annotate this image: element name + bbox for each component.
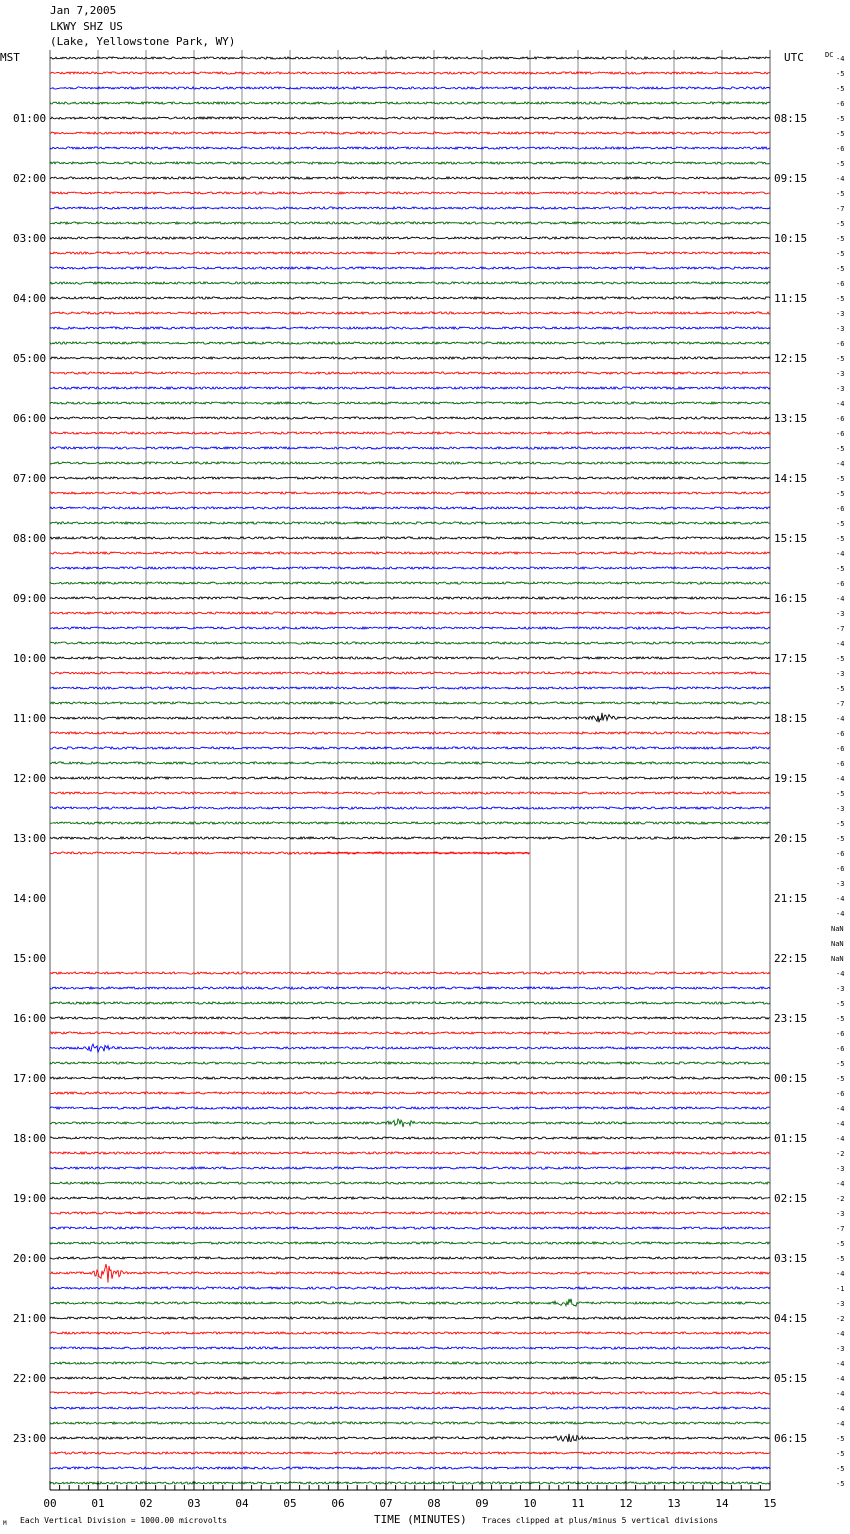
- row-offset-label: -2: [836, 1195, 845, 1203]
- trace-row: [50, 1347, 770, 1349]
- trace-row: [50, 1392, 770, 1394]
- trace-row: [50, 57, 770, 59]
- division-note: Each Vertical Division = 1000.00 microvolts: [20, 1516, 228, 1525]
- row-offset-label: -7: [836, 625, 845, 633]
- offset-header: DC: [825, 51, 834, 59]
- trace-row: [50, 702, 770, 704]
- row-offset-label: -6: [836, 745, 845, 753]
- trace-row: [50, 987, 770, 989]
- row-offset-label: -5: [836, 1450, 845, 1458]
- mst-hour-label: 08:00: [13, 532, 47, 545]
- row-offset-label: -5: [836, 1240, 845, 1248]
- mst-hour-label: 04:00: [13, 292, 47, 305]
- row-offset-label: -4: [836, 1360, 845, 1368]
- trace-row: [50, 1032, 770, 1034]
- trace-row: [50, 1257, 770, 1259]
- row-offset-label: -4: [836, 1420, 845, 1428]
- trace-row: [50, 477, 770, 479]
- utc-hour-label: 12:15: [774, 352, 808, 365]
- utc-hour-label: 13:15: [774, 412, 808, 425]
- mst-hour-label: 12:00: [13, 772, 47, 785]
- row-offset-label: -1: [836, 1285, 845, 1293]
- utc-hour-label: 16:15: [774, 592, 808, 605]
- row-offset-label: -6: [836, 730, 845, 738]
- trace-row: [50, 132, 770, 134]
- trace-row: [50, 267, 770, 269]
- row-offset-label: -4: [836, 910, 845, 918]
- x-tick-label: 13: [667, 1497, 681, 1510]
- row-offset-label: -5: [836, 790, 845, 798]
- x-tick-label: 14: [715, 1497, 729, 1510]
- row-offset-label: -5: [836, 535, 845, 543]
- mst-hour-label: 11:00: [13, 712, 47, 725]
- trace-row: [50, 972, 770, 974]
- trace-row: [50, 713, 770, 723]
- trace-row: [50, 1332, 770, 1334]
- row-offset-label: -4: [836, 1405, 845, 1413]
- corner-mark: M: [3, 1520, 7, 1527]
- utc-hour-label: 23:15: [774, 1012, 808, 1025]
- row-offset-label: -3: [836, 310, 845, 318]
- trace-row: [50, 1197, 770, 1199]
- x-tick-label: 05: [283, 1497, 297, 1510]
- row-offset-label: -3: [836, 325, 845, 333]
- row-offset-label: -4: [836, 1180, 845, 1188]
- trace-row: [50, 1212, 770, 1214]
- trace-row: [50, 1227, 770, 1229]
- row-offset-label: -2: [836, 1150, 845, 1158]
- mst-hour-label: 22:00: [13, 1372, 47, 1385]
- row-offset-label: -7: [836, 700, 845, 708]
- trace-row: [50, 342, 770, 344]
- row-offset-label: -7: [836, 1225, 845, 1233]
- row-offset-label: NaN: [831, 955, 844, 963]
- x-tick-label: 00: [43, 1497, 57, 1510]
- trace-row: [50, 432, 770, 434]
- x-tick-label: 07: [379, 1497, 393, 1510]
- row-offset-label: -5: [836, 520, 845, 528]
- utc-hour-label: 00:15: [774, 1072, 808, 1085]
- trace-row: [50, 657, 770, 659]
- trace-row: [50, 102, 770, 104]
- x-tick-label: 15: [763, 1497, 777, 1510]
- trace-row: [50, 837, 770, 839]
- trace-row: [50, 492, 770, 494]
- mst-hour-label: 07:00: [13, 472, 47, 485]
- row-offset-label: -4: [836, 1105, 845, 1113]
- trace-row: [50, 147, 770, 149]
- utc-hour-label: 22:15: [774, 952, 808, 965]
- utc-hour-label: 14:15: [774, 472, 808, 485]
- trace-row: [50, 222, 770, 224]
- mst-hour-label: 16:00: [13, 1012, 47, 1025]
- trace-row: [50, 792, 770, 794]
- trace-row: [50, 1264, 770, 1283]
- trace-row: [50, 1107, 770, 1109]
- x-tick-label: 02: [139, 1497, 153, 1510]
- trace-row: [50, 627, 770, 629]
- trace-row: [50, 747, 770, 749]
- trace-row: [50, 1077, 770, 1079]
- mst-hour-labels: [13, 112, 46, 1445]
- row-offset-label: -6: [836, 580, 845, 588]
- row-offset-label: -5: [836, 490, 845, 498]
- trace-row: [50, 402, 770, 404]
- row-offset-label: -5: [836, 655, 845, 663]
- mst-hour-label: 06:00: [13, 412, 47, 425]
- row-offset-label: -5: [836, 250, 845, 258]
- trace-row: [50, 117, 770, 119]
- trace-row: [50, 537, 770, 539]
- mst-hour-label: 03:00: [13, 232, 47, 245]
- row-offset-label: -3: [836, 1165, 845, 1173]
- row-offset-label: -5: [836, 220, 845, 228]
- row-offset-label: -4: [836, 1330, 845, 1338]
- trace-row: [50, 1287, 770, 1289]
- mst-hour-label: 19:00: [13, 1192, 47, 1205]
- row-offset-label: -5: [836, 70, 845, 78]
- mst-hour-label: 05:00: [13, 352, 47, 365]
- row-offset-label: -5: [836, 1480, 845, 1488]
- trace-row: [50, 672, 770, 674]
- trace-row: [50, 1434, 770, 1442]
- utc-hour-label: 04:15: [774, 1312, 808, 1325]
- trace-row: [50, 612, 770, 614]
- trace-row: [50, 297, 770, 299]
- trace-row: [50, 207, 770, 209]
- station-code: LKWY SHZ US: [50, 20, 123, 33]
- row-offset-label: -4: [836, 1375, 845, 1383]
- mst-hour-label: 23:00: [13, 1432, 47, 1445]
- utc-hour-label: 09:15: [774, 172, 808, 185]
- trace-row: [50, 1092, 770, 1094]
- trace-row: [50, 1377, 770, 1379]
- record-date: Jan 7,2005: [50, 4, 117, 17]
- row-offset-label: -6: [836, 505, 845, 513]
- row-offset-label: -5: [836, 130, 845, 138]
- trace-rows: [50, 57, 770, 1484]
- row-offset-label: -5: [836, 85, 845, 93]
- x-tick-label: 06: [331, 1497, 345, 1510]
- trace-row: [50, 522, 770, 524]
- utc-hour-labels: [774, 112, 807, 1445]
- mst-hour-label: 17:00: [13, 1072, 47, 1085]
- row-offset-label: -5: [836, 1465, 845, 1473]
- row-offset-labels: [831, 55, 844, 1488]
- trace-row: [50, 687, 770, 689]
- row-offset-label: -6: [836, 760, 845, 768]
- row-offset-label: -4: [836, 895, 845, 903]
- mst-hour-label: 21:00: [13, 1312, 47, 1325]
- trace-row: [50, 447, 770, 449]
- row-offset-label: -5: [836, 565, 845, 573]
- row-offset-label: -6: [836, 340, 845, 348]
- x-tick-label: 03: [187, 1497, 201, 1510]
- mst-hour-label: 20:00: [13, 1252, 47, 1265]
- row-offset-label: -5: [836, 1000, 845, 1008]
- x-tick-label: 11: [571, 1497, 585, 1510]
- row-offset-label: -6: [836, 1030, 845, 1038]
- trace-row: [50, 1482, 770, 1484]
- row-offset-label: -4: [836, 400, 845, 408]
- trace-row: [50, 312, 770, 314]
- row-offset-label: -3: [836, 370, 845, 378]
- utc-hour-label: 05:15: [774, 1372, 808, 1385]
- row-offset-label: -3: [836, 805, 845, 813]
- trace-row: [50, 1299, 770, 1306]
- trace-row: [50, 1002, 770, 1004]
- utc-hour-label: 11:15: [774, 292, 808, 305]
- trace-row: [50, 387, 770, 389]
- trace-row: [50, 582, 770, 584]
- row-offset-label: -4: [836, 175, 845, 183]
- trace-row: [50, 732, 770, 734]
- row-offset-label: -3: [836, 985, 845, 993]
- row-offset-label: -5: [836, 835, 845, 843]
- mst-hour-label: 09:00: [13, 592, 47, 605]
- row-offset-label: -5: [836, 235, 845, 243]
- row-offset-label: -3: [836, 880, 845, 888]
- row-offset-label: -3: [836, 610, 845, 618]
- row-offset-label: -6: [836, 430, 845, 438]
- row-offset-label: -6: [836, 145, 845, 153]
- left-zone-label: MST: [0, 51, 20, 64]
- trace-row: [50, 1152, 770, 1154]
- row-offset-label: -5: [836, 1075, 845, 1083]
- trace-row: [50, 417, 770, 419]
- trace-row: [50, 1182, 770, 1184]
- x-tick-label: 10: [523, 1497, 537, 1510]
- trace-row: [50, 1422, 770, 1424]
- row-offset-label: -4: [836, 460, 845, 468]
- x-tick-label: 04: [235, 1497, 249, 1510]
- row-offset-label: -5: [836, 1015, 845, 1023]
- row-offset-label: -5: [836, 265, 845, 273]
- row-offset-label: -5: [836, 1435, 845, 1443]
- utc-hour-label: 21:15: [774, 892, 808, 905]
- utc-hour-label: 08:15: [774, 112, 808, 125]
- mst-hour-label: 01:00: [13, 112, 47, 125]
- trace-row: [50, 507, 770, 509]
- trace-row: [50, 642, 770, 644]
- row-offset-label: -4: [836, 595, 845, 603]
- utc-hour-label: 15:15: [774, 532, 808, 545]
- row-offset-label: -4: [836, 550, 845, 558]
- trace-row: [50, 372, 770, 374]
- trace-row: [50, 72, 770, 74]
- trace-row: [50, 1317, 770, 1319]
- row-offset-label: -4: [836, 640, 845, 648]
- trace-row: [50, 1407, 770, 1409]
- trace-row: [50, 1044, 770, 1052]
- trace-row: [50, 177, 770, 179]
- row-offset-label: -3: [836, 385, 845, 393]
- row-offset-label: -4: [836, 970, 845, 978]
- row-offset-label: -6: [836, 865, 845, 873]
- row-offset-label: -6: [836, 850, 845, 858]
- trace-row: [50, 327, 770, 329]
- row-offset-label: NaN: [831, 940, 844, 948]
- row-offset-label: -4: [836, 1270, 845, 1278]
- row-offset-label: -4: [836, 1120, 845, 1128]
- row-offset-label: -5: [836, 685, 845, 693]
- utc-hour-label: 20:15: [774, 832, 808, 845]
- trace-row: [50, 1017, 770, 1019]
- row-offset-label: -5: [836, 1060, 845, 1068]
- x-tick-label: 08: [427, 1497, 441, 1510]
- utc-hour-label: 19:15: [774, 772, 808, 785]
- trace-row: [50, 1362, 770, 1364]
- mst-hour-label: 18:00: [13, 1132, 47, 1145]
- trace-row: [50, 1242, 770, 1244]
- trace-row: [50, 1062, 770, 1064]
- trace-row: [50, 252, 770, 254]
- mst-hour-label: 10:00: [13, 652, 47, 665]
- mst-hour-label: 02:00: [13, 172, 47, 185]
- row-offset-label: -6: [836, 280, 845, 288]
- mst-hour-label: 15:00: [13, 952, 47, 965]
- utc-hour-label: 01:15: [774, 1132, 808, 1145]
- trace-row: [50, 1119, 770, 1127]
- x-tick-label: 09: [475, 1497, 489, 1510]
- row-offset-label: -4: [836, 1390, 845, 1398]
- row-offset-label: -4: [836, 775, 845, 783]
- trace-row: [50, 822, 770, 824]
- trace-row: [50, 597, 770, 599]
- utc-hour-label: 06:15: [774, 1432, 808, 1445]
- trace-row: [50, 807, 770, 809]
- trace-row: [50, 552, 770, 554]
- row-offset-label: -5: [836, 355, 845, 363]
- right-zone-label: UTC: [784, 51, 804, 64]
- x-axis: [43, 1481, 776, 1510]
- row-offset-label: -5: [836, 475, 845, 483]
- trace-row: [50, 1467, 770, 1469]
- row-offset-label: -5: [836, 190, 845, 198]
- station-location: (Lake, Yellowstone Park, WY): [50, 35, 236, 48]
- trace-row: [50, 567, 770, 569]
- row-offset-label: -5: [836, 115, 845, 123]
- row-offset-label: -6: [836, 1045, 845, 1053]
- row-offset-label: -3: [836, 1210, 845, 1218]
- row-offset-label: -7: [836, 205, 845, 213]
- row-offset-label: -6: [836, 415, 845, 423]
- trace-row: [50, 762, 770, 764]
- utc-hour-label: 18:15: [774, 712, 808, 725]
- utc-hour-label: 17:15: [774, 652, 808, 665]
- row-offset-label: -4: [836, 715, 845, 723]
- clip-note: Traces clipped at plus/minus 5 vertical divisions: [482, 1516, 719, 1525]
- mst-hour-label: 14:00: [13, 892, 47, 905]
- row-offset-label: -2: [836, 1315, 845, 1323]
- trace-row: [50, 777, 770, 779]
- trace-row: [50, 192, 770, 194]
- row-offset-label: -4: [836, 1135, 845, 1143]
- trace-row: [50, 1167, 770, 1169]
- utc-hour-label: 10:15: [774, 232, 808, 245]
- trace-row: [50, 1137, 770, 1139]
- trace-row: [50, 162, 770, 164]
- trace-row: [50, 282, 770, 284]
- trace-row: [50, 87, 770, 89]
- row-offset-label: -5: [836, 295, 845, 303]
- trace-row: [50, 462, 770, 464]
- trace-row: [50, 1452, 770, 1454]
- row-offset-label: -3: [836, 1300, 845, 1308]
- row-offset-label: -3: [836, 1345, 845, 1353]
- row-offset-label: -6: [836, 1090, 845, 1098]
- mst-hour-label: 13:00: [13, 832, 47, 845]
- row-offset-label: -6: [836, 100, 845, 108]
- trace-row: [50, 357, 770, 359]
- row-offset-label: NaN: [831, 925, 844, 933]
- x-tick-label: 01: [91, 1497, 105, 1510]
- x-tick-label: 12: [619, 1497, 633, 1510]
- x-axis-title: TIME (MINUTES): [374, 1513, 467, 1526]
- row-offset-label: -5: [836, 820, 845, 828]
- row-offset-label: -5: [836, 1255, 845, 1263]
- row-offset-label: -5: [836, 160, 845, 168]
- row-offset-label: -5: [836, 445, 845, 453]
- utc-hour-label: 03:15: [774, 1252, 808, 1265]
- trace-row: [50, 237, 770, 239]
- row-offset-label: -3: [836, 670, 845, 678]
- row-offset-label: -4: [836, 55, 845, 63]
- utc-hour-label: 02:15: [774, 1192, 808, 1205]
